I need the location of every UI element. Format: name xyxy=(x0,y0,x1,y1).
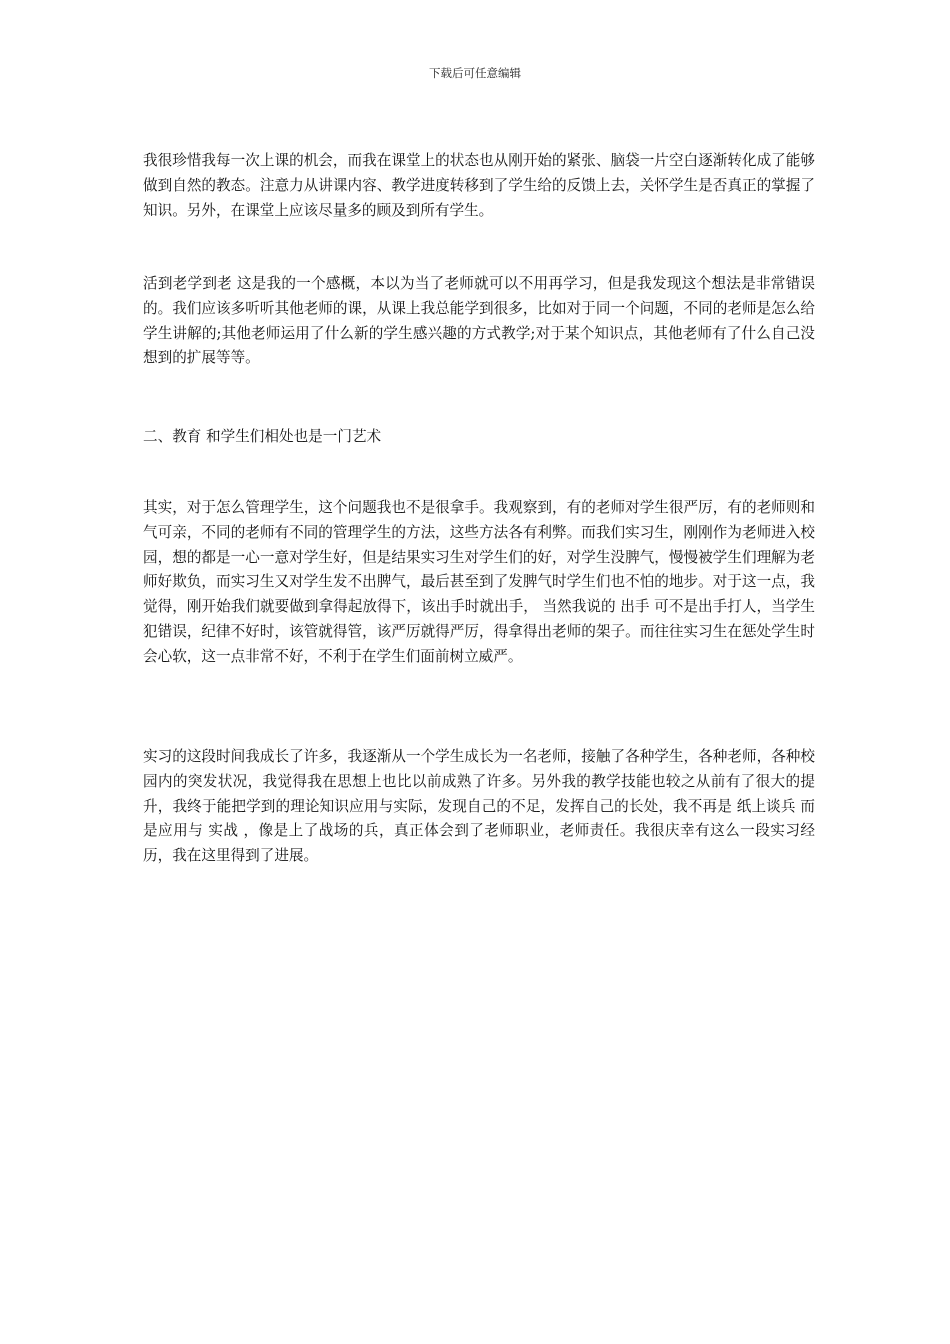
section-heading-education: 二、教育 和学生们相处也是一门艺术 xyxy=(143,428,382,445)
paragraph-lifelong-learning: 活到老学到老 这是我的一个感概，本以为当了老师就可以不用再学习，但是我发现这个想法是非常错误的。我们应该多听听其他老师的课，从课上我总能学到很多，比如对于同一个问题，不同的老师是怎么给学生讲解的;其他老师运用了什么新的学生感兴趣的方式教学;对于某个知识点，其他老师有了什么自己没想到的扩展等等。 xyxy=(143,275,815,367)
paragraph-student-management: 其实，对于怎么管理学生，这个问题我也不是很拿手。我观察到，有的老师对学生很严厉，有的老师则和气可亲，不同的老师有不同的管理学生的方法，这些方法各有利弊。而我们实习生，刚刚作为老师进入校园，想的都是一心一意对学生好，但是结果实习生对学生们的好，对学生没脾气，慢慢被学生们理解为老师好欺负，而实习生又对学生发不出脾气，最后甚至到了发脾气时学生们也不怕的地步。对于这一点，我觉得，刚开始我们就要做到拿得起放得下，该出手时就出手， 当然我说的 出手 可不是出手打人，当学生犯错误，纪律不好时，该管就得管，该严厉就得严厉，得拿得出老师的架子。而往往实习生在惩处学生时会心软，这一点非常不好，不利于在学生们面前树立威严。 xyxy=(143,499,815,665)
paragraph-growth-summary: 实习的这段时间我成长了许多，我逐渐从一个学生成长为一名老师，接触了各种学生，各种老师，各种校园内的突发状况，我觉得我在思想上也比以前成熟了许多。另外我的教学技能也较之从前有了很大的提升，我终于能把学到的理论知识应用与实际，发现自己的不足，发挥自己的长处，我不再是 纸上谈兵 而是应用与 实战 ，像是上了战场的兵，真正体会到了老师职业，老师责任。我很庆幸有这么一段实习经历，我在这里得到了进展。 xyxy=(143,748,815,865)
page-header: 下载后可任意编辑 xyxy=(429,66,521,80)
paragraph-classroom: 我很珍惜我每一次上课的机会，而我在课堂上的状态也从刚开始的紧张、脑袋一片空白逐渐转化成了能够做到自然的教态。注意力从讲课内容、教学进度转移到了学生给的反馈上去，关怀学生是否真正的掌握了知识。另外，在课堂上应该尽量多的顾及到所有学生。 xyxy=(143,152,815,219)
